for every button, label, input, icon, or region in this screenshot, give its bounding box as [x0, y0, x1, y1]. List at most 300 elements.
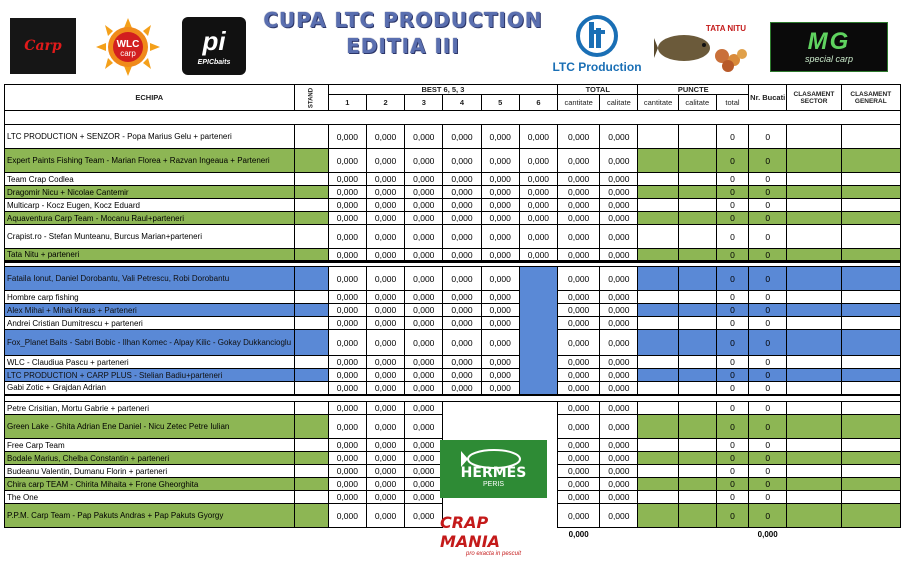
best-score-cell: 0,000	[519, 149, 557, 173]
best-score-cell: 0,000	[366, 173, 404, 186]
best-score-cell: 0,000	[328, 149, 366, 173]
best-score-cell: 0,000	[443, 267, 481, 291]
best-score-cell: 0,000	[366, 504, 404, 528]
best-score-cell: 0,000	[405, 356, 443, 369]
team-name: Chira carp TEAM - Chirita Mihaita + Frone Gheorghita	[5, 478, 295, 491]
best-score-cell: 0,000	[405, 415, 443, 439]
total-calitate-cell: 0,000	[600, 504, 638, 528]
table-row	[5, 382, 901, 395]
team-name: Team Crap Codlea	[5, 173, 295, 186]
puncte-calitate-cell	[678, 478, 716, 491]
total-calitate-cell: 0,000	[600, 212, 638, 225]
tata-text: TATA NITU	[705, 24, 747, 33]
team-name: Crapist.ro - Stefan Munteanu, Burcus Marian+parteneri	[5, 225, 295, 249]
puncte-total-cell: 0	[716, 504, 748, 528]
clasament-sector-cell	[787, 125, 841, 149]
team-name: LTC PRODUCTION + SENZOR - Popa Marius Gelu + parteneri	[5, 125, 295, 149]
puncte-cantitate-cell	[638, 465, 678, 478]
best-score-cell: 0,000	[481, 199, 519, 212]
puncte-calitate-cell	[678, 402, 716, 415]
total-calitate-cell: 0,000	[600, 149, 638, 173]
header-spacer	[5, 111, 901, 125]
best-score-cell: 0,000	[405, 125, 443, 149]
clasament-general-cell	[841, 478, 900, 491]
cantitate-grand-total: 0,000	[558, 528, 600, 542]
stand-cell	[294, 267, 328, 291]
best-score-cell: 0,000	[328, 369, 366, 382]
puncte-cantitate-cell	[638, 199, 678, 212]
best-score-cell: 0,000	[405, 330, 443, 356]
puncte-calitate-cell	[678, 504, 716, 528]
puncte-calitate-cell	[678, 330, 716, 356]
stand-cell	[294, 125, 328, 149]
stand-cell	[294, 291, 328, 304]
best-score-cell: 0,000	[481, 173, 519, 186]
stand-header: STAND	[294, 85, 328, 111]
best-score-cell: 0,000	[443, 186, 481, 199]
team-name: WLC - Claudiua Pascu + parteneri	[5, 356, 295, 369]
clasament-general-cell	[841, 330, 900, 356]
ltc-text: LTC Production	[552, 60, 642, 74]
best-score-cell: 0,000	[366, 317, 404, 330]
clasament-general-cell	[841, 267, 900, 291]
puncte-cantitate-cell	[638, 330, 678, 356]
best-score-cell: 0,000	[366, 199, 404, 212]
best-score-cell: 0,000	[405, 369, 443, 382]
best-score-cell: 0,000	[481, 369, 519, 382]
stand-cell	[294, 173, 328, 186]
team-name: Aquaventura Carp Team - Mocanu Raul+parteneri	[5, 212, 295, 225]
wlc-carp-logo	[96, 18, 160, 76]
total-calitate-cell: 0,000	[600, 330, 638, 356]
best-score-cell: 0,000	[405, 225, 443, 249]
best-score-cell: 0,000	[366, 452, 404, 465]
total-cantitate-cell: 0,000	[558, 491, 600, 504]
best-score-cell: 0,000	[443, 317, 481, 330]
total-header: TOTAL	[558, 85, 638, 95]
puncte-cantitate-cell	[638, 369, 678, 382]
total-cantitate-cell: 0,000	[558, 402, 600, 415]
puncte-cantitate-cell	[638, 415, 678, 439]
clasament-general-cell	[841, 304, 900, 317]
best-score-cell: 0,000	[443, 291, 481, 304]
tata-nitu-logo	[654, 18, 752, 74]
table-row	[5, 369, 901, 382]
clasament-general-cell	[841, 491, 900, 504]
mg-special-carp-logo	[770, 22, 888, 72]
total-cantitate-cell: 0,000	[558, 267, 600, 291]
nr-bucati-cell: 0	[749, 382, 787, 395]
nr-bucati-cell: 0	[749, 186, 787, 199]
puncte-total-cell: 0	[716, 478, 748, 491]
table-row	[5, 173, 901, 186]
puncte-cantitate-cell	[638, 452, 678, 465]
total-calitate-cell: 0,000	[600, 225, 638, 249]
clasament-general-cell	[841, 149, 900, 173]
nr-bucati-cell: 0	[749, 225, 787, 249]
puncte-total-cell: 0	[716, 267, 748, 291]
puncte-cantitate-cell	[638, 439, 678, 452]
best-score-cell: 0,000	[366, 356, 404, 369]
best-score-cell: 0,000	[405, 491, 443, 504]
stand-cell	[294, 317, 328, 330]
best-col-3: 3	[405, 95, 443, 111]
puncte-calitate-cell	[678, 491, 716, 504]
total-calitate-cell: 0,000	[600, 199, 638, 212]
team-name: Gabi Zotic + Grajdan Adrian	[5, 382, 295, 395]
clasament-general-cell	[841, 504, 900, 528]
best-score-cell: 0,000	[481, 317, 519, 330]
best-score-cell: 0,000	[405, 199, 443, 212]
team-name: Tata Nitu + parteneri	[5, 249, 295, 262]
puncte-calitate-cell	[678, 382, 716, 395]
wlc-text: WLC	[116, 39, 140, 50]
puncte-total-cell: 0	[716, 439, 748, 452]
puncte-total-cell: 0	[716, 369, 748, 382]
puncte-total-cell: 0	[716, 465, 748, 478]
best-score-cell: 0,000	[481, 186, 519, 199]
best-score-cell: 0,000	[443, 149, 481, 173]
total-cantitate-cell: 0,000	[558, 439, 600, 452]
clasament-general-cell	[841, 402, 900, 415]
best-score-cell: 0,000	[405, 478, 443, 491]
puncte-calitate-cell	[678, 125, 716, 149]
team-name: Green Lake - Ghita Adrian Ene Daniel - Nicu Zetec Petre Iulian	[5, 415, 295, 439]
puncte-total-cell: 0	[716, 304, 748, 317]
clasament-general-cell	[841, 465, 900, 478]
nr-bucati-cell: 0	[749, 330, 787, 356]
best-score-cell: 0,000	[328, 415, 366, 439]
wlc-sun-icon	[96, 18, 160, 76]
stand-cell	[294, 382, 328, 395]
best-score-cell: 0,000	[443, 173, 481, 186]
puncte-calitate-cell	[678, 452, 716, 465]
table-row	[5, 291, 901, 304]
best-score-cell: 0,000	[481, 382, 519, 395]
puncte-header: PUNCTE	[638, 85, 749, 95]
best-score-cell: 0,000	[405, 402, 443, 415]
best-score-cell: 0,000	[443, 356, 481, 369]
nr-bucati-cell: 0	[749, 304, 787, 317]
total-cantitate-cell: 0,000	[558, 478, 600, 491]
puncte-total-cell: 0	[716, 249, 748, 262]
team-name: Dragomir Nicu + Nicolae Cantemir	[5, 186, 295, 199]
hermes-fish-icon	[459, 446, 529, 472]
clasament-sector-cell	[787, 149, 841, 173]
puncte-calitate-cell	[678, 199, 716, 212]
clasament-sector-cell	[787, 199, 841, 212]
team-name: Hombre carp fishing	[5, 291, 295, 304]
best-score-cell: 0,000	[366, 225, 404, 249]
best-score-cell: 0,000	[366, 304, 404, 317]
clasament-sector-cell	[787, 249, 841, 262]
best-score-cell: 0,000	[405, 382, 443, 395]
best-score-cell: 0,000	[519, 249, 557, 262]
title-line-1: CUPA LTC PRODUCTION	[263, 8, 543, 32]
table-row	[5, 304, 901, 317]
puncte-cantitate-cell	[638, 478, 678, 491]
total-calitate-cell: 0,000	[600, 304, 638, 317]
total-calitate-cell: 0,000	[600, 478, 638, 491]
crap-mania-logo	[440, 510, 547, 560]
clasament-general-cell	[841, 173, 900, 186]
clasament-sector-cell	[787, 173, 841, 186]
best-score-cell: 0,000	[405, 452, 443, 465]
table-row	[5, 225, 901, 249]
total-calitate-cell: 0,000	[600, 267, 638, 291]
puncte-calitate-cell	[678, 291, 716, 304]
nr-bucati-header: Nr. Bucati	[749, 85, 787, 111]
total-cantitate-cell: 0,000	[558, 317, 600, 330]
puncte-calitate-cell	[678, 267, 716, 291]
total-cantitate-cell: 0,000	[558, 452, 600, 465]
clasament-sector-cell	[787, 356, 841, 369]
best-score-cell: 0,000	[481, 267, 519, 291]
table-row	[5, 402, 901, 415]
clasament-general-cell	[841, 439, 900, 452]
best-score-cell: 0,000	[366, 330, 404, 356]
best-score-cell: 0,000	[519, 199, 557, 212]
clasament-sector-header: CLASAMENT SECTOR	[787, 85, 841, 111]
best-score-cell: 0,000	[405, 267, 443, 291]
puncte-total-cell: 0	[716, 415, 748, 439]
puncte-total-cell: 0	[716, 356, 748, 369]
best-score-cell: 0,000	[405, 249, 443, 262]
clasament-sector-cell	[787, 212, 841, 225]
totals-spacer-3	[787, 528, 901, 542]
best-header: BEST 6, 5, 3	[328, 85, 557, 95]
total-cantitate-cell: 0,000	[558, 125, 600, 149]
puncte-total-cell: 0	[716, 199, 748, 212]
total-cantitate-cell: 0,000	[558, 212, 600, 225]
total-calitate-cell: 0,000	[600, 402, 638, 415]
total-cantitate-cell: 0,000	[558, 186, 600, 199]
stand-cell	[294, 186, 328, 199]
total-calitate-cell: 0,000	[600, 491, 638, 504]
best-score-cell: 0,000	[366, 439, 404, 452]
best-score-cell: 0,000	[366, 125, 404, 149]
total-calitate-cell: 0,000	[600, 173, 638, 186]
best-score-cell: 0,000	[481, 149, 519, 173]
clasament-sector-cell	[787, 317, 841, 330]
stand-cell	[294, 249, 328, 262]
best-score-cell: 0,000	[405, 304, 443, 317]
total-cantitate-cell: 0,000	[558, 249, 600, 262]
puncte-total-header: total	[716, 95, 748, 111]
best-score-cell: 0,000	[481, 125, 519, 149]
table-row	[5, 212, 901, 225]
total-calitate-cell: 0,000	[600, 465, 638, 478]
best-score-cell: 0,000	[328, 504, 366, 528]
clasament-sector-cell	[787, 465, 841, 478]
total-cantitate-header: cantitate	[558, 95, 600, 111]
totals-spacer-2	[600, 528, 749, 542]
best-score-cell: 0,000	[328, 267, 366, 291]
puncte-calitate-cell	[678, 465, 716, 478]
nr-bucati-cell: 0	[749, 249, 787, 262]
table-row	[5, 199, 901, 212]
clasament-sector-cell	[787, 478, 841, 491]
best-score-cell: 0,000	[481, 330, 519, 356]
total-calitate-cell: 0,000	[600, 186, 638, 199]
puncte-cantitate-cell	[638, 491, 678, 504]
best-score-cell: 0,000	[519, 186, 557, 199]
best-score-cell: 0,000	[328, 356, 366, 369]
best-score-cell: 0,000	[366, 212, 404, 225]
clasament-sector-cell	[787, 439, 841, 452]
carp-logo	[10, 18, 76, 74]
nr-bucati-cell: 0	[749, 149, 787, 173]
crap-mania-sub-text: pro exacta in pescuit	[465, 551, 522, 557]
best-empty-cell	[519, 267, 557, 395]
best-score-cell: 0,000	[443, 125, 481, 149]
best-score-cell: 0,000	[366, 491, 404, 504]
total-cantitate-cell: 0,000	[558, 369, 600, 382]
best-score-cell: 0,000	[366, 415, 404, 439]
best-score-cell: 0,000	[405, 173, 443, 186]
total-calitate-cell: 0,000	[600, 382, 638, 395]
best-score-cell: 0,000	[519, 125, 557, 149]
best-score-cell: 0,000	[405, 186, 443, 199]
best-score-cell: 0,000	[328, 439, 366, 452]
best-score-cell: 0,000	[328, 199, 366, 212]
puncte-total-cell: 0	[716, 149, 748, 173]
clasament-general-cell	[841, 415, 900, 439]
stand-cell	[294, 465, 328, 478]
nr-bucati-cell: 0	[749, 491, 787, 504]
best-score-cell: 0,000	[481, 212, 519, 225]
best-score-cell: 0,000	[481, 249, 519, 262]
mg-text: MG	[807, 28, 851, 55]
clasament-sector-cell	[787, 304, 841, 317]
puncte-calitate-cell	[678, 304, 716, 317]
best-score-cell: 0,000	[443, 382, 481, 395]
stand-cell	[294, 452, 328, 465]
puncte-total-cell: 0	[716, 452, 748, 465]
best-score-cell: 0,000	[328, 330, 366, 356]
clasament-general-cell	[841, 225, 900, 249]
puncte-total-cell: 0	[716, 291, 748, 304]
puncte-total-cell: 0	[716, 330, 748, 356]
mg-sub-text: special carp	[804, 54, 854, 64]
best-col-1: 1	[328, 95, 366, 111]
puncte-cantitate-cell	[638, 173, 678, 186]
best-score-cell: 0,000	[328, 125, 366, 149]
puncte-total-cell: 0	[716, 382, 748, 395]
best-col-5: 5	[481, 95, 519, 111]
best-score-cell: 0,000	[366, 267, 404, 291]
stand-cell	[294, 199, 328, 212]
best-score-cell: 0,000	[366, 369, 404, 382]
best-score-cell: 0,000	[366, 465, 404, 478]
best-score-cell: 0,000	[328, 382, 366, 395]
puncte-total-cell: 0	[716, 173, 748, 186]
clasament-sector-cell	[787, 225, 841, 249]
puncte-cantitate-cell	[638, 291, 678, 304]
total-calitate-cell: 0,000	[600, 356, 638, 369]
puncte-calitate-cell	[678, 186, 716, 199]
best-col-2: 2	[366, 95, 404, 111]
stand-cell	[294, 415, 328, 439]
puncte-cantitate-cell	[638, 186, 678, 199]
puncte-cantitate-cell	[638, 149, 678, 173]
best-score-cell: 0,000	[328, 291, 366, 304]
clasament-general-cell	[841, 452, 900, 465]
best-score-cell: 0,000	[366, 402, 404, 415]
team-name: Fox_Planet Baits - Sabri Bobic - Ilhan Komec - Alpay Kilic - Gokay Dukkancioglu	[5, 330, 295, 356]
puncte-total-cell: 0	[716, 317, 748, 330]
best-score-cell: 0,000	[328, 317, 366, 330]
table-row	[5, 125, 901, 149]
total-cantitate-cell: 0,000	[558, 504, 600, 528]
puncte-cantitate-header: cantitate	[638, 95, 678, 111]
clasament-general-cell	[841, 291, 900, 304]
clasament-sector-cell	[787, 415, 841, 439]
table-row	[5, 356, 901, 369]
epic-baits-logo	[182, 17, 246, 75]
clasament-sector-cell	[787, 330, 841, 356]
puncte-cantitate-cell	[638, 225, 678, 249]
nr-bucati-cell: 0	[749, 356, 787, 369]
clasament-general-cell	[841, 249, 900, 262]
puncte-calitate-cell	[678, 212, 716, 225]
best-score-cell: 0,000	[481, 304, 519, 317]
best-score-cell: 0,000	[328, 491, 366, 504]
clasament-general-cell	[841, 125, 900, 149]
best-score-cell: 0,000	[328, 212, 366, 225]
stand-cell	[294, 369, 328, 382]
best-score-cell: 0,000	[328, 225, 366, 249]
nr-bucati-cell: 0	[749, 439, 787, 452]
team-name: Fataila Ionut, Daniel Dorobantu, Vali Petrescu, Robi Dorobantu	[5, 267, 295, 291]
puncte-cantitate-cell	[638, 356, 678, 369]
best-score-cell: 0,000	[481, 225, 519, 249]
nr-bucati-cell: 0	[749, 212, 787, 225]
puncte-cantitate-cell	[638, 317, 678, 330]
total-cantitate-cell: 0,000	[558, 173, 600, 186]
best-score-cell: 0,000	[366, 186, 404, 199]
total-calitate-cell: 0,000	[600, 452, 638, 465]
epic-mark: pi	[202, 25, 226, 56]
stand-cell	[294, 439, 328, 452]
best-score-cell: 0,000	[443, 199, 481, 212]
total-calitate-cell: 0,000	[600, 415, 638, 439]
nr-bucati-cell: 0	[749, 452, 787, 465]
best-score-cell: 0,000	[328, 249, 366, 262]
best-score-cell: 0,000	[366, 249, 404, 262]
puncte-cantitate-cell	[638, 382, 678, 395]
puncte-cantitate-cell	[638, 125, 678, 149]
team-name: Multicarp - Kocz Eugen, Kocz Eduard	[5, 199, 295, 212]
puncte-cantitate-cell	[638, 249, 678, 262]
clasament-general-cell	[841, 356, 900, 369]
puncte-total-cell: 0	[716, 212, 748, 225]
best-score-cell: 0,000	[405, 504, 443, 528]
puncte-calitate-cell	[678, 317, 716, 330]
nr-bucati-cell: 0	[749, 267, 787, 291]
best-score-cell: 0,000	[366, 382, 404, 395]
nr-bucati-cell: 0	[749, 125, 787, 149]
puncte-calitate-cell	[678, 249, 716, 262]
nr-bucati-cell: 0	[749, 369, 787, 382]
total-calitate-cell: 0,000	[600, 369, 638, 382]
stand-cell	[294, 402, 328, 415]
best-score-cell: 0,000	[328, 304, 366, 317]
best-score-cell: 0,000	[405, 212, 443, 225]
best-score-cell: 0,000	[519, 225, 557, 249]
best-score-cell: 0,000	[481, 291, 519, 304]
hermes-text: HERMES	[460, 464, 527, 481]
